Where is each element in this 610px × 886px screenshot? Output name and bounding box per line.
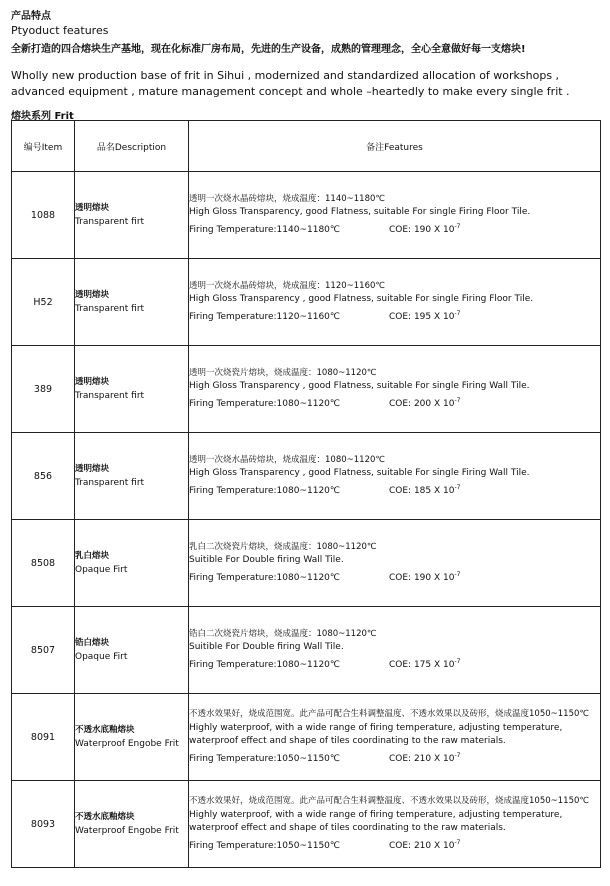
coe-base: COE: 190 X 10 (389, 572, 455, 583)
feature-text-en: High Gloss Transparency , good Flatness, suitable For single Firing Wall Tile. (189, 468, 530, 479)
coe-value (389, 394, 460, 412)
feature-text-en: High Gloss Transparency, good Flatness, suitable For single Firing Floor Tile. (189, 207, 531, 218)
description-cell (75, 520, 189, 607)
feature-text-en: Highly waterproof, with a wide range of firing temperature, adjusting temperature, waterproof effect and shape of tiles coordinating to the raw materials. (189, 722, 563, 746)
table-row (12, 607, 601, 694)
product-name-cn: 乳白熔块 (75, 551, 110, 561)
column-header-description: 品名Description (75, 121, 189, 172)
description-cell (75, 172, 189, 259)
table-row (12, 694, 601, 781)
coe-exponent: -7 (454, 483, 461, 491)
coe-exponent: -7 (454, 396, 461, 404)
features-cell (189, 172, 601, 259)
item-code-cell: 389 (12, 346, 75, 433)
coe-base: COE: 195 X 10 (389, 311, 455, 322)
coe-base: COE: 200 X 10 (389, 398, 455, 409)
firing-spec-line (189, 394, 600, 412)
coe-exponent: -7 (454, 222, 461, 230)
feature-text-cn: 透明一次烧水晶砖熔块，烧成温度：1080~1120℃ (189, 454, 385, 465)
features-cell (189, 781, 601, 868)
features-cell (189, 346, 601, 433)
coe-value (389, 481, 460, 499)
description-cell (75, 694, 189, 781)
coe-base: COE: 210 X 10 (389, 753, 455, 764)
firing-temperature: Firing Temperature:1080~1120℃ (189, 659, 341, 670)
description-cell (75, 346, 189, 433)
item-code-cell: H52 (12, 259, 75, 346)
coe-value (389, 568, 460, 586)
description-cell (75, 607, 189, 694)
item-code-cell: 8093 (12, 781, 75, 868)
product-name-en: Transparent firt (75, 478, 145, 488)
header-title-en: Ptyoduct features (11, 24, 109, 37)
features-cell (189, 694, 601, 781)
firing-temperature: Firing Temperature:1050~1150℃ (189, 753, 341, 764)
firing-spec-line (189, 220, 600, 238)
column-header-features: 备注Features (189, 121, 601, 172)
table-row (12, 520, 601, 607)
feature-text-cn: 不透水效果好，烧成范围宽。此产品可配合生料调整温度、不透水效果以及砖形，烧成温度1050~1150℃ (189, 709, 589, 719)
feature-text-cn: 透明一次烧水晶砖熔块，烧成温度：1140~1180℃ (189, 193, 385, 204)
feature-text-en: Suitible For Double firing Wall Tile. (189, 642, 344, 653)
feature-text-en: Highly waterproof, with a wide range of firing temperature, adjusting temperature, waterproof effect and shape of tiles coordinating to the raw materials. (189, 809, 563, 833)
feature-text-cn: 透明一次烧水晶砖熔块，烧成温度：1120~1160℃ (189, 280, 385, 291)
coe-value (389, 836, 460, 854)
table-row (12, 346, 601, 433)
product-name-en: Transparent firt (75, 391, 145, 401)
firing-spec-line (189, 481, 600, 499)
description-cell (75, 259, 189, 346)
intro-text-cn: 全新打造的四合熔块生产基地，现在化标准厂房布局，先进的生产设备，成熟的管理理念，全心全意做好每一支熔块! (11, 44, 526, 55)
table-header-row (12, 121, 601, 172)
product-name-cn: 不透水底釉熔块 (75, 725, 135, 735)
feature-text-en: High Gloss Transparency , good Flatness, suitable For single Firing Floor Tile. (189, 294, 534, 305)
product-name-en: Opaque Firt (75, 565, 128, 575)
product-name-en: Opaque Firt (75, 652, 128, 662)
firing-temperature: Firing Temperature:1050~1150℃ (189, 840, 341, 851)
features-cell (189, 520, 601, 607)
product-name-cn: 透明熔块 (75, 203, 110, 213)
coe-value (389, 655, 460, 673)
product-name-cn: 透明熔块 (75, 377, 110, 387)
coe-exponent: -7 (454, 309, 461, 317)
firing-spec-line (189, 655, 600, 673)
coe-exponent: -7 (454, 838, 461, 846)
firing-spec-line (189, 749, 600, 767)
table-row (12, 172, 601, 259)
product-name-cn: 透明熔块 (75, 290, 110, 300)
product-name-en: Transparent firt (75, 217, 145, 227)
product-name-cn: 透明熔块 (75, 464, 110, 474)
feature-text-en: Suitible For Double firing Wall Tile. (189, 555, 344, 566)
item-code-cell: 856 (12, 433, 75, 520)
product-name-en: Waterproof Engobe Frit (75, 739, 179, 749)
firing-temperature: Firing Temperature:1140~1180℃ (189, 224, 341, 235)
firing-spec-line (189, 568, 600, 586)
item-code-cell: 8507 (12, 607, 75, 694)
coe-base: COE: 185 X 10 (389, 485, 455, 496)
features-cell (189, 607, 601, 694)
coe-value (389, 749, 460, 767)
firing-temperature: Firing Temperature:1120~1160℃ (189, 311, 341, 322)
product-name-cn: 不透水底釉熔块 (75, 812, 135, 822)
column-header-item: 编号Item (12, 121, 75, 172)
features-cell (189, 433, 601, 520)
section-title: 熔块系列 Frit (11, 111, 74, 122)
coe-base: COE: 190 X 10 (389, 224, 455, 235)
description-cell (75, 433, 189, 520)
coe-exponent: -7 (454, 751, 461, 759)
table-row (12, 259, 601, 346)
product-name-en: Waterproof Engobe Frit (75, 826, 179, 836)
feature-text-cn: 不透水效果好，烧成范围宽。此产品可配合生料调整温度、不透水效果以及砖形，烧成温度1050~1150℃ (189, 796, 589, 806)
coe-base: COE: 210 X 10 (389, 840, 455, 851)
feature-text-cn: 锆白二次烧瓷片熔块，烧成温度：1080~1120℃ (189, 628, 377, 639)
product-name-en: Transparent firt (75, 304, 145, 314)
features-cell (189, 259, 601, 346)
firing-temperature: Firing Temperature:1080~1120℃ (189, 485, 341, 496)
firing-spec-line (189, 836, 600, 854)
table-row (12, 781, 601, 868)
intro-text-en: Wholly new production base of frit in Sihui , modernized and standardized allocation of workshops , advanced equipment , mature management concept and whole –heartedly to make every single frit . (11, 69, 570, 98)
feature-text-en: High Gloss Transparency , good Flatness, suitable For single Firing Wall Tile. (189, 381, 530, 392)
item-code-cell: 1088 (12, 172, 75, 259)
coe-base: COE: 175 X 10 (389, 659, 455, 670)
frit-table (11, 120, 601, 868)
coe-exponent: -7 (454, 657, 461, 665)
description-cell (75, 781, 189, 868)
product-name-cn: 锆白熔块 (75, 638, 110, 648)
coe-exponent: -7 (454, 570, 461, 578)
feature-text-cn: 乳白二次烧瓷片熔块，烧成温度：1080~1120℃ (189, 541, 377, 552)
header-title-cn: 产品特点 (11, 11, 51, 22)
firing-temperature: Firing Temperature:1080~1120℃ (189, 398, 341, 409)
coe-value (389, 220, 460, 238)
feature-text-cn: 透明一次烧瓷片熔块，烧成温度：1080~1120℃ (189, 367, 377, 378)
item-code-cell: 8091 (12, 694, 75, 781)
coe-value (389, 307, 460, 325)
table-row (12, 433, 601, 520)
item-code-cell: 8508 (12, 520, 75, 607)
firing-spec-line (189, 307, 600, 325)
firing-temperature: Firing Temperature:1080~1120℃ (189, 572, 341, 583)
